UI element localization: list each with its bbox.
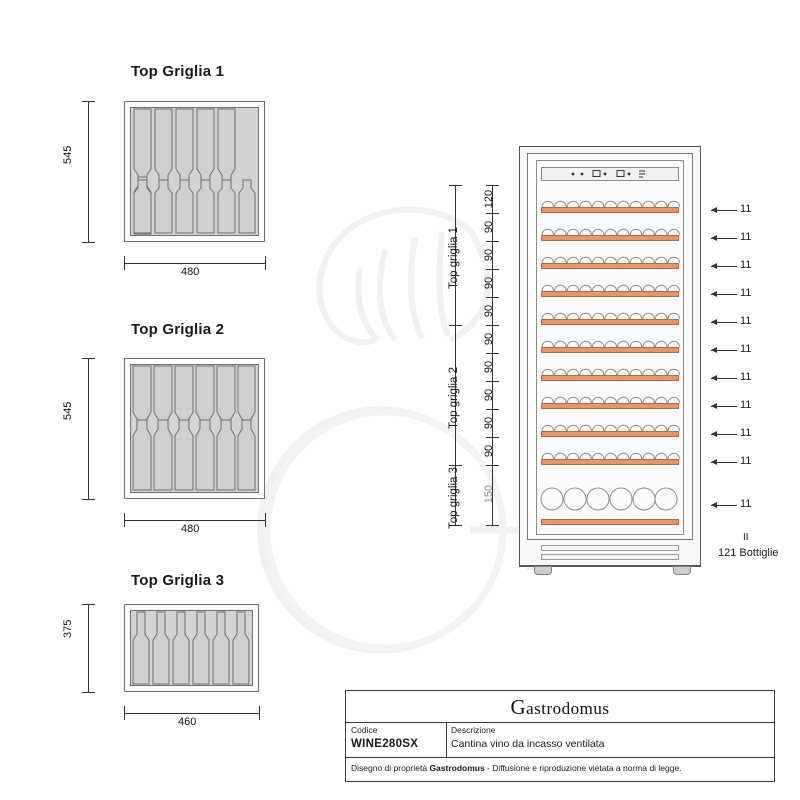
grid-1-title: Top Griglia 1 (131, 63, 225, 80)
pitch-value-2: 90 (483, 248, 495, 262)
count-arrowhead-4 (711, 291, 717, 297)
pitch-value-7: 90 (483, 388, 495, 402)
foot-left (534, 566, 552, 575)
grid-2-title: Top Griglia 2 (131, 321, 225, 338)
count-value-7: 11 (740, 371, 752, 383)
grid-1-hdim-tick-right (265, 256, 266, 270)
brand-logo (346, 695, 774, 720)
brand-lead-letter: G (510, 695, 527, 719)
code-label: Codice (351, 725, 378, 735)
count-value-4: 11 (740, 287, 752, 299)
count-value-3: 11 (740, 259, 752, 271)
shelf-10 (541, 459, 679, 465)
pitch-value-9: 90 (483, 444, 495, 458)
grid-1-height-value: 545 (62, 145, 74, 164)
section-label-2: Top griglia 2 (448, 367, 460, 430)
shelf-6 (541, 347, 679, 353)
grid-2-vdim-line (88, 358, 89, 499)
section-tick-0 (449, 185, 462, 186)
count-arrowhead-11 (711, 502, 717, 508)
count-value-10: 11 (740, 455, 752, 467)
count-arrowhead-3 (711, 263, 717, 269)
desc-label: Descrizione (451, 725, 496, 735)
count-value-11: 11 (740, 498, 752, 510)
grid-3-bottles (130, 610, 253, 686)
foot-right (673, 566, 691, 575)
section-tick-1 (449, 325, 462, 326)
grid-1-vdim-line (88, 101, 89, 242)
count-value-6: 11 (740, 343, 752, 355)
count-arrowhead-7 (711, 375, 717, 381)
count-value-8: 11 (740, 399, 752, 411)
count-arrowhead-5 (711, 319, 717, 325)
pitch-value-3: 90 (483, 276, 495, 290)
grid-3-hdim-line (124, 713, 259, 714)
shelf-1 (541, 207, 679, 213)
grid-1-hdim-line (124, 263, 265, 264)
grid-2-height-value: 545 (62, 401, 74, 420)
count-arrowhead-9 (711, 431, 717, 437)
copyright-pre: Disegno di proprietà (351, 763, 430, 773)
copyright-brand: Gastrodomus (429, 763, 485, 773)
grid-2-hdim-tick-right (265, 513, 266, 527)
title-block-vsep (446, 722, 447, 757)
grid-2-hdim-tick-left (124, 513, 125, 527)
grid-1-bottles (130, 107, 259, 236)
count-value-1: 11 (740, 203, 752, 215)
count-value-9: 11 (740, 427, 752, 439)
shelf-7 (541, 375, 679, 381)
grid-2-vdim-tick-bottom (82, 499, 95, 500)
count-arrowhead-2 (711, 235, 717, 241)
title-block (345, 690, 775, 782)
pitch-tick-11 (486, 525, 499, 526)
base-grille-lower (541, 554, 679, 560)
shelf-2 (541, 235, 679, 241)
pitch-value-10: 150 (483, 484, 495, 504)
shelf-8 (541, 403, 679, 409)
pitch-value-4: 90 (483, 304, 495, 318)
copyright-note (351, 763, 682, 773)
count-value-5: 11 (740, 315, 752, 327)
shelf-5 (541, 319, 679, 325)
grid-3-width-value: 460 (178, 716, 197, 728)
section-label-3: Top griglia 3 (448, 467, 460, 530)
shelf-11 (541, 519, 679, 525)
total-bottles-label: 121 Bottiglie (718, 547, 779, 559)
pitch-value-8: 90 (483, 416, 495, 430)
grid-2-bottles (130, 364, 259, 493)
grid-2-vdim-tick-top (82, 358, 95, 359)
count-arrowhead-6 (711, 347, 717, 353)
shelf-9 (541, 431, 679, 437)
control-panel-icons (541, 167, 679, 181)
grid-3-vdim-line (88, 604, 89, 692)
grid-1-width-value: 480 (181, 266, 200, 278)
grid-2-hdim-line (124, 520, 265, 521)
title-block-sep-1 (346, 722, 774, 723)
pitch-value-1: 90 (483, 220, 495, 234)
pitch-value-0: 120 (483, 189, 495, 209)
shelf-4 (541, 291, 679, 297)
count-arrowhead-1 (711, 207, 717, 213)
count-arrowhead-10 (711, 459, 717, 465)
section-label-1: Top griglia 1 (448, 227, 460, 290)
brand-rest: astrodomus (526, 699, 610, 718)
title-block-sep-2 (346, 757, 774, 758)
base-grille-upper (541, 545, 679, 551)
grid-2-width-value: 480 (181, 523, 200, 535)
total-bottles-marker: II (743, 532, 749, 543)
pitch-value-6: 90 (483, 360, 495, 374)
grid-1-vdim-tick-bottom (82, 242, 95, 243)
grid-3-height-value: 375 (62, 619, 74, 638)
code-value: WINE280SX (351, 738, 419, 750)
grid-3-vdim-tick-bottom (82, 692, 95, 693)
grid-3-title: Top Griglia 3 (131, 572, 225, 589)
pitch-value-5: 90 (483, 332, 495, 346)
grid-3-hdim-tick-left (124, 706, 125, 720)
copyright-post: - Diffusione e riproduzione vietata a norma di legge. (484, 763, 682, 773)
grid-3-hdim-tick-right (259, 706, 260, 720)
grid-3-vdim-tick-top (82, 604, 95, 605)
desc-value: Cantina vino da incasso ventilata (451, 738, 605, 750)
count-value-2: 11 (740, 231, 752, 243)
shelf-3 (541, 263, 679, 269)
grid-1-hdim-tick-left (124, 256, 125, 270)
grid-1-vdim-tick-top (82, 101, 95, 102)
count-arrowhead-8 (711, 403, 717, 409)
